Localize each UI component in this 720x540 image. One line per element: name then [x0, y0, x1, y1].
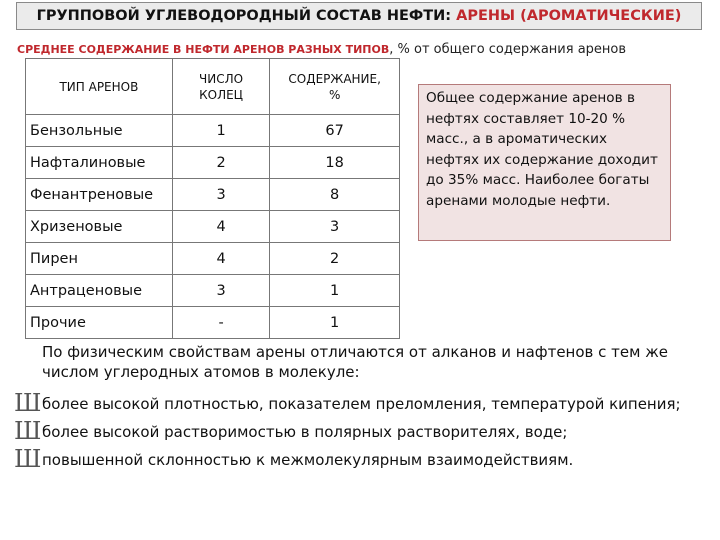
- cell-type: Фенантреновые: [26, 179, 173, 211]
- cell-rings: 3: [172, 275, 270, 307]
- table-caption-rest: , % от общего содержания аренов: [389, 42, 627, 57]
- header-rings: [172, 59, 270, 115]
- cell-rings: 1: [172, 115, 270, 147]
- properties-intro: По физическим свойствам арены отличаются от алканов и нафтенов с тем же числом углеродных атомов в молекуле:: [42, 343, 668, 381]
- bullet-marker: Ш: [14, 445, 42, 473]
- slide-title: [16, 2, 702, 30]
- cell-rings: 4: [172, 243, 270, 275]
- cell-type: Антраценовые: [26, 275, 173, 307]
- table-row: [26, 211, 400, 243]
- cell-content: 8: [270, 179, 400, 211]
- note-box: [418, 84, 671, 241]
- cell-type: Хризеновые: [26, 211, 173, 243]
- note-text: Общее содержание аренов в нефтях составляет 10-20 % масс., а в ароматических нефтях их содержание доходит до 35% масс. Наиболее богаты аренами молодые нефти.: [426, 90, 658, 209]
- table-row: [26, 115, 400, 147]
- cell-rings: 3: [172, 179, 270, 211]
- header-content: [270, 59, 400, 115]
- list-item-text: более высокой растворимостью в полярных растворителях, воде;: [42, 423, 568, 441]
- bullet-marker: Ш: [14, 389, 42, 417]
- title-accent: АРЕНЫ (АРОМАТИЧЕСКИЕ): [456, 8, 682, 24]
- header-content-line1: СОДЕРЖАНИЕ,: [288, 71, 381, 86]
- table-row: [26, 147, 400, 179]
- list-item-text: повышенной склонностью к межмолекулярным взаимодействиям.: [42, 451, 574, 469]
- title-main: ГРУППОВОЙ УГЛЕВОДОРОДНЫЙ СОСТАВ НЕФТИ:: [36, 8, 457, 24]
- cell-type: Пирен: [26, 243, 173, 275]
- cell-rings: 2: [172, 147, 270, 179]
- table-caption-caps: СРЕДНЕЕ СОДЕРЖАНИЕ В НЕФТИ АРЕНОВ РАЗНЫХ ТИПОВ: [17, 43, 390, 56]
- properties-list: [14, 389, 704, 473]
- cell-type: Бензольные: [26, 115, 173, 147]
- list-item: [14, 445, 704, 473]
- arenes-table: [25, 58, 400, 339]
- header-type: ТИП АРЕНОВ: [26, 59, 173, 115]
- list-item: [14, 389, 704, 417]
- bullet-marker: Ш: [14, 417, 42, 445]
- cell-type: Прочие: [26, 307, 173, 339]
- list-item-text: более высокой плотностью, показателем преломления, температурой кипения;: [42, 395, 681, 413]
- cell-rings: -: [172, 307, 270, 339]
- table-row: [26, 243, 400, 275]
- header-rings-line2: КОЛЕЦ: [199, 87, 243, 102]
- table-row: [26, 307, 400, 339]
- cell-content: 3: [270, 211, 400, 243]
- table-caption: [17, 41, 707, 58]
- header-content-line2: %: [328, 87, 341, 102]
- table-row: [26, 179, 400, 211]
- table-header-row: [26, 59, 400, 115]
- cell-content: 1: [270, 307, 400, 339]
- cell-content: 2: [270, 243, 400, 275]
- header-rings-line1: ЧИСЛО: [199, 71, 244, 86]
- cell-content: 67: [270, 115, 400, 147]
- list-item: [14, 417, 704, 445]
- cell-rings: 4: [172, 211, 270, 243]
- cell-type: Нафталиновые: [26, 147, 173, 179]
- table-row: [26, 275, 400, 307]
- cell-content: 18: [270, 147, 400, 179]
- cell-content: 1: [270, 275, 400, 307]
